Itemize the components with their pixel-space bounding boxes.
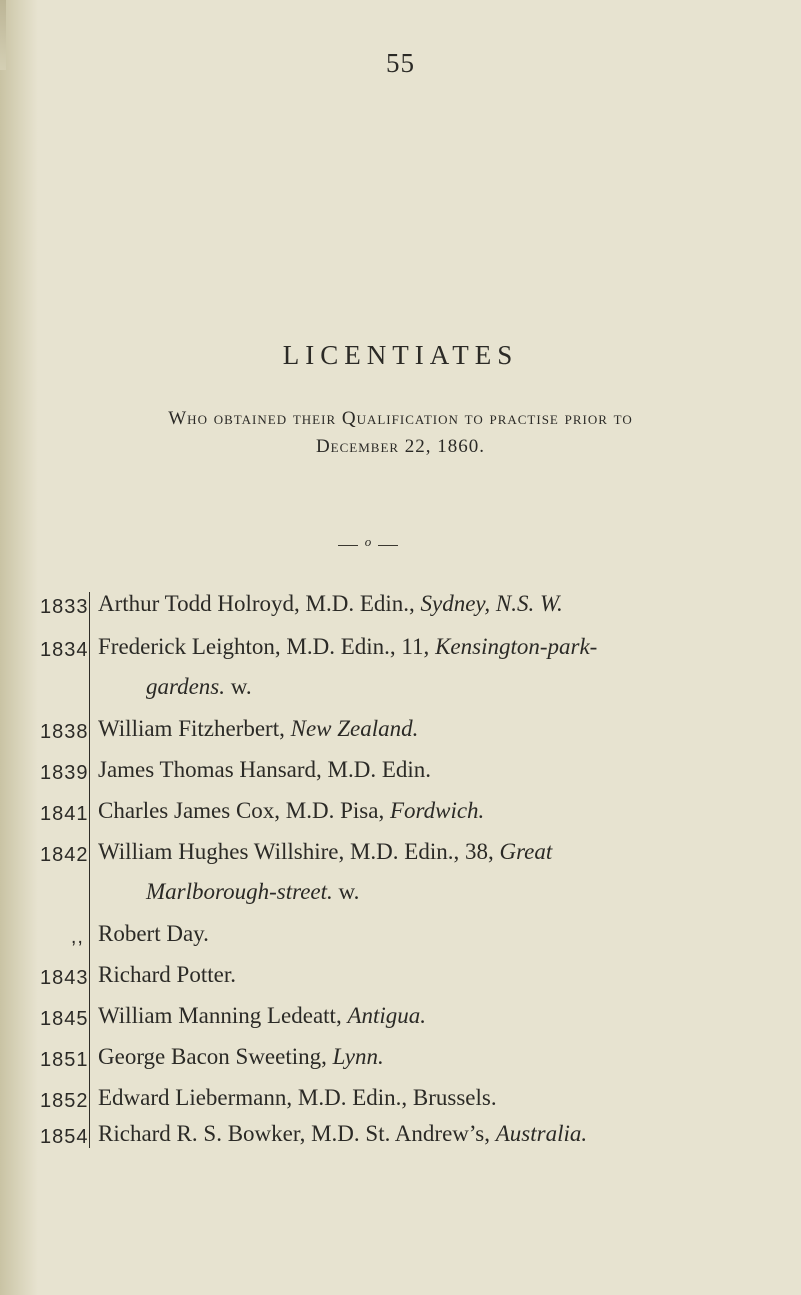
ornament-mark: o: [364, 534, 372, 549]
entry-text: [98, 1003, 426, 1029]
entry-text: [98, 716, 418, 742]
entry-text: [98, 1085, 497, 1111]
entry-name: Arthur Todd Holroyd, M.D. Edin.,: [98, 591, 421, 616]
entry-name: William Hughes Willshire, M.D. Edin., 38,: [98, 839, 500, 864]
entry-name: Edward Liebermann, M.D. Edin., Brussels.: [98, 1085, 497, 1110]
entry-name: George Bacon Sweeting,: [98, 1044, 333, 1069]
entry-text: [98, 634, 597, 660]
entry-year: ,,: [70, 926, 84, 948]
entry-name: Charles James Cox, M.D. Pisa,: [98, 798, 390, 823]
section-ornament: [338, 536, 398, 554]
entry-year: 1852: [40, 1090, 89, 1112]
entry-continuation: [98, 674, 252, 700]
entry-place: Antigua.: [347, 1003, 427, 1028]
entry-name: Frederick Leighton, M.D. Edin., 11,: [98, 634, 436, 659]
entry-text: [98, 798, 484, 824]
entry-year: 1845: [40, 1008, 89, 1030]
entry-year: 1854: [40, 1126, 89, 1148]
entry-name: Richard R. S. Bowker, M.D. St. Andrew’s,: [98, 1121, 496, 1146]
entry-text: [98, 962, 236, 988]
entry-place: New Zealand.: [290, 716, 419, 741]
entry-year: 1838: [40, 721, 89, 743]
entry-year: 1834: [40, 639, 89, 661]
entry-year: 1841: [40, 803, 89, 825]
page-gutter-shadow: [0, 0, 38, 1295]
entry-place: Lynn.: [332, 1044, 384, 1069]
entry-text: [98, 921, 209, 947]
entry-place-cont: gardens.: [146, 674, 226, 699]
subtitle-line-2: December 22, 1860.: [315, 436, 486, 457]
entry-name: Richard Potter.: [98, 962, 236, 987]
entry-place: Sydney, N.S. W.: [420, 591, 563, 616]
column-rule: [89, 592, 90, 1148]
entry-text: [98, 757, 431, 783]
entry-text: [98, 1044, 384, 1070]
entry-place: Australia.: [495, 1121, 588, 1146]
entry-text: [98, 1121, 587, 1147]
entry-continuation: [98, 879, 359, 905]
entry-name: William Manning Ledeatt,: [98, 1003, 348, 1028]
subtitle: [0, 405, 801, 461]
entry-name: James Thomas Hansard, M.D. Edin.: [98, 757, 432, 782]
page-number: 55: [386, 48, 415, 78]
entry-year: 1851: [40, 1049, 89, 1071]
subtitle-line-1: Who obtained their Qualification to practise prior to: [168, 408, 633, 429]
entry-suffix: w.: [332, 879, 360, 904]
entry-name: William Fitzherbert,: [98, 716, 291, 741]
entry-name: Robert Day.: [98, 921, 209, 946]
entry-place-cont: Marlborough-street.: [146, 879, 333, 904]
entry-year: 1842: [40, 844, 89, 866]
ornament-dash-right: [378, 545, 398, 546]
entry-year: 1843: [40, 967, 89, 989]
entry-place: Kensington-park-: [435, 634, 598, 659]
entry-place: Fordwich.: [389, 798, 485, 823]
entry-year: 1833: [40, 596, 89, 618]
entry-text: [98, 839, 552, 865]
entry-year: 1839: [40, 762, 89, 784]
page-heading: LICENTIATES: [282, 340, 519, 370]
entry-place: Great: [499, 839, 553, 864]
entry-suffix: w.: [225, 674, 252, 699]
entry-text: [98, 591, 563, 617]
